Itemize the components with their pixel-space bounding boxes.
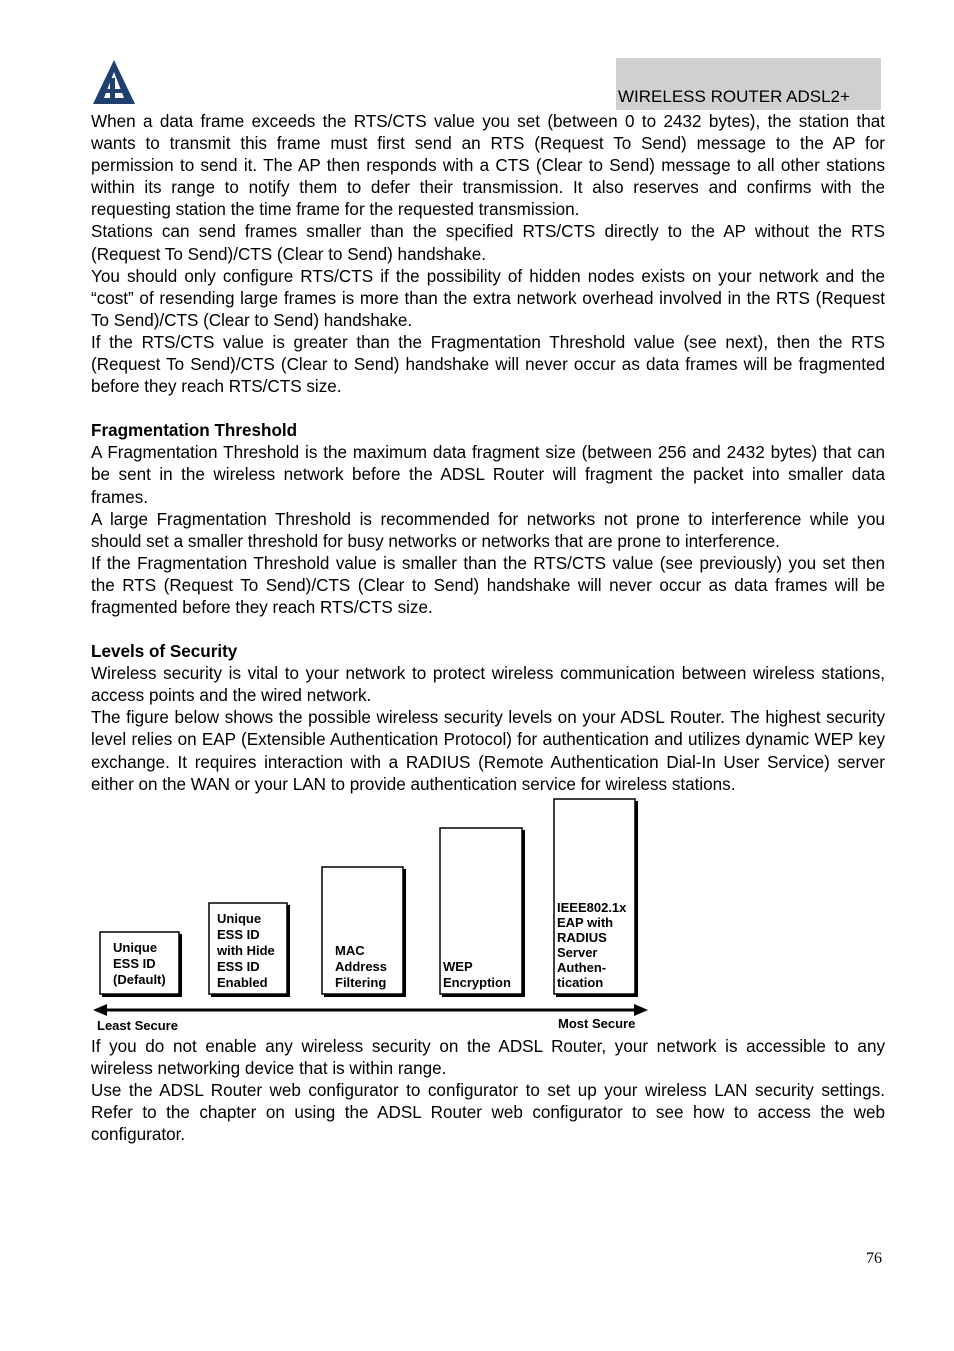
main-content bbox=[91, 111, 885, 1146]
security-level-box-3 bbox=[322, 867, 406, 997]
paragraph: Stations can send frames smaller than the specified RTS/CTS directly to the AP without the RTS (Request To Send)/CTS (Clear to Send) handshake. bbox=[91, 222, 885, 264]
section-heading-security: Levels of Security bbox=[91, 642, 238, 662]
box-label-line: IEEE802.1x bbox=[557, 899, 627, 915]
security-level-box-5 bbox=[554, 799, 638, 997]
security-levels-svg bbox=[91, 796, 885, 1036]
box-label-line: ESS ID bbox=[217, 958, 260, 974]
paragraph: If the RTS/CTS value is greater than the Fragmentation Threshold value (see next), then the RTS (Request To Send)/CTS (Clear to Send) handshake will never occur as data frames will be fragmented before they reach RTS/CTS size. bbox=[91, 332, 885, 397]
box-label-line: Encryption bbox=[443, 974, 511, 990]
least-secure-label: Least Secure bbox=[97, 1017, 178, 1033]
paragraph: Wireless security is vital to your network to protect wireless communication between wireless stations, access points and the wired network. bbox=[91, 664, 885, 706]
box-label-line: Enabled bbox=[217, 974, 268, 990]
header-title: WIRELESS ROUTER ADSL2+ bbox=[618, 87, 850, 106]
box-label-line: with Hide bbox=[217, 942, 275, 958]
box-label-line: ESS ID bbox=[113, 955, 156, 971]
security-level-box-2 bbox=[209, 903, 290, 997]
box-label-line: Unique bbox=[217, 910, 262, 926]
paragraph: If you do not enable any wireless security on the ADSL Router, your network is accessible to any wireless networking device that is within range. bbox=[91, 1036, 885, 1078]
security-level-box-1 bbox=[100, 932, 182, 997]
box-label-line: RADIUS bbox=[557, 929, 607, 945]
box-label-line: MAC bbox=[335, 942, 365, 958]
box-label-line: (Default) bbox=[113, 971, 166, 987]
paragraph: Use the ADSL Router web configurator to configurator to set up your wireless LAN security settings. Refer to the chapter on using the ADSL Router web configurator to see how to access the web configurator. bbox=[91, 1080, 885, 1145]
security-arrow bbox=[93, 1004, 648, 1016]
box-label-line: Unique bbox=[113, 939, 158, 955]
box-label-line: Authen- bbox=[557, 959, 607, 975]
paragraph: When a data frame exceeds the RTS/CTS value you set (between 0 to 2432 bytes), the station that wants to transmit this frame must first send an RTS (Request To Send) message to the AP for permission to send it. The AP then responds with a CTS (Clear to Send) message to all other stations within its range to notify them to defer their transmission. It also reserves and confirms with the requesting station the time frame for the requested transmission. bbox=[91, 112, 885, 220]
box-label-line: ESS ID bbox=[217, 926, 260, 942]
box-label-line: Address bbox=[335, 958, 388, 974]
paragraph: If the Fragmentation Threshold value is smaller than the RTS/CTS value (see previously) you set then the RTS (Request To Send)/CTS (Clear to Send) handshake will never occur as data frames will be fragmented before they reach RTS/CTS size. bbox=[91, 553, 885, 617]
security-levels-diagram bbox=[91, 796, 885, 1036]
company-logo-icon bbox=[91, 58, 137, 106]
section-heading-fragmentation: Fragmentation Threshold bbox=[91, 421, 298, 441]
box-label-line: tication bbox=[557, 974, 604, 990]
paragraph: A Fragmentation Threshold is the maximum data fragment size (between 256 and 2432 bytes) that can be sent in the wireless network before the ADSL Router will fragment the packet into smaller data frames. bbox=[91, 443, 885, 507]
paragraph: The figure below shows the possible wireless security levels on your ADSL Router. The highest security level relies on EAP (Extensible Authentication Protocol) for authentication and utilizes dynamic WEP key exchange. It requires interaction with a RADIUS (Remote Authentication Dial-In User Service) server either on the WAN or your LAN to provide authentication service for wireless stations. bbox=[91, 708, 885, 794]
security-level-box-4 bbox=[440, 828, 525, 997]
paragraph: A large Fragmentation Threshold is recommended for networks not prone to interference while you should set a smaller threshold for busy networks or networks that are prone to interference. bbox=[91, 509, 885, 551]
page-number: 76 bbox=[866, 1250, 882, 1267]
box-label-line: WEP bbox=[443, 958, 473, 974]
box-label-line: EAP with bbox=[557, 914, 614, 930]
box-label-line: Filtering bbox=[335, 974, 387, 990]
paragraph: You should only configure RTS/CTS if the possibility of hidden nodes exists on your network and the “cost” of resending large frames is more than the extra network overhead involved in the RTS (Request To Send)/CTS (Clear to Send) handshake. bbox=[91, 266, 885, 330]
box-label-line: Server bbox=[557, 944, 598, 960]
most-secure-label: Most Secure bbox=[558, 1015, 636, 1031]
